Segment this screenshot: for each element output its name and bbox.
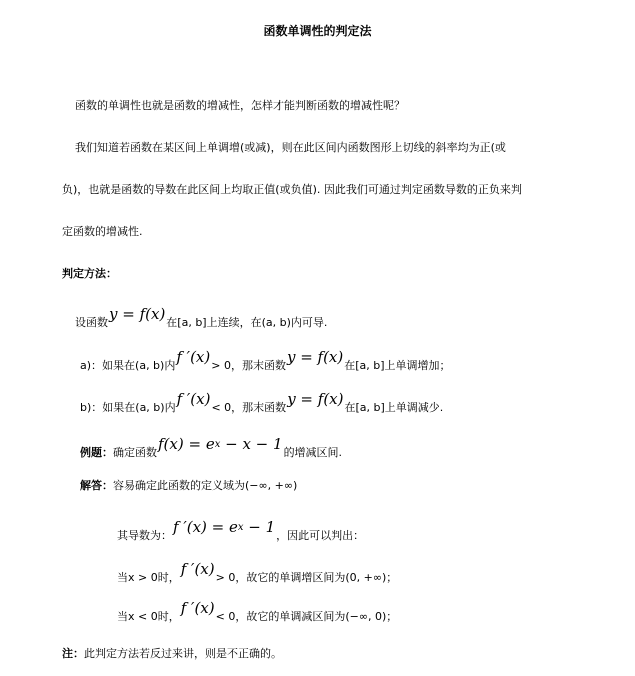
positive-case-derivative: f ′(x) (180, 560, 215, 578)
case-b-prefix: b)：如果在(a, b)内 (80, 401, 176, 414)
setup-suffix: 在[a, b]上连续，在(a, b)内可导. (166, 316, 328, 329)
derivative-formula (173, 519, 275, 538)
case-b-suffix: 在[a, b]上单调减少. (344, 401, 444, 414)
setup-prefix: 设函数 (75, 316, 108, 329)
negative-case-prefix: 当x < 0时， (117, 610, 180, 623)
derivative-suffix: ，因此可以判出： (276, 529, 365, 542)
derivative-formula-base: f ′(x) = e (173, 518, 238, 536)
negative-case-suffix: < 0，故它的单调减区间为(−∞, 0)； (215, 610, 398, 623)
paragraph-line-2: 负)，也就是函数的导数在此区间上均取正值(或负值). 因此我们可通过判定函数导数的正负来判 (62, 183, 522, 196)
positive-case-line (117, 560, 398, 586)
case-b-middle: < 0，那末函数 (211, 401, 287, 414)
setup-line (75, 305, 328, 331)
paragraph-line-1: 我们知道若函数在某区间上单调增(或减)，则在此区间内函数图形上切线的斜率均为正(或 (75, 141, 506, 154)
case-b-derivative: f ′(x) (176, 390, 211, 408)
example-line (80, 435, 343, 462)
case-a-prefix: a)：如果在(a, b)内 (80, 359, 176, 372)
case-a-formula: y = f(x) (286, 348, 344, 366)
example-label: 例题： (80, 446, 113, 459)
answer-text: 容易确定此函数的定义域为(−∞, +∞) (113, 479, 298, 492)
derivative-prefix: 其导数为： (117, 529, 172, 542)
intro-text: 函数的单调性也就是函数的增减性，怎样才能判断函数的增减性呢？ (75, 99, 405, 112)
example-formula (158, 436, 283, 455)
example-formula-rest: − x − 1 (220, 435, 283, 453)
negative-case-line (117, 599, 398, 625)
example-suffix: 的增减区间. (283, 446, 343, 459)
case-a-derivative: f ′(x) (176, 348, 211, 366)
case-b-formula: y = f(x) (287, 390, 344, 408)
case-b-line (80, 390, 444, 416)
note-text: 此判定方法若反过来讲，则是不正确的。 (84, 647, 282, 660)
negative-case-derivative: f ′(x) (180, 599, 215, 617)
example-formula-base: f(x) = e (158, 435, 215, 453)
positive-case-suffix: > 0，故它的单调增区间为(0, +∞)； (215, 571, 398, 584)
document-title: 函数单调性的判定法 (263, 24, 372, 38)
case-a-line (80, 348, 451, 374)
note-line (62, 646, 282, 662)
paragraph-line-3: 定函数的增减性. (62, 225, 143, 238)
positive-case-prefix: 当x > 0时， (117, 571, 180, 584)
case-a-middle: > 0，那末函数 (211, 359, 286, 372)
method-heading: 判定方法： (62, 267, 117, 280)
answer-line (80, 478, 297, 494)
case-a-suffix: 在[a, b]上单调增加； (344, 359, 451, 372)
derivative-formula-rest: − 1 (243, 518, 276, 536)
example-prefix: 确定函数 (113, 446, 157, 459)
derivative-line (117, 518, 365, 545)
note-label: 注： (62, 647, 84, 660)
answer-label: 解答： (80, 479, 113, 492)
derivative-formula-exponent: x (237, 522, 244, 533)
example-formula-exponent: x (214, 439, 221, 450)
setup-formula: y = f(x) (109, 305, 166, 323)
